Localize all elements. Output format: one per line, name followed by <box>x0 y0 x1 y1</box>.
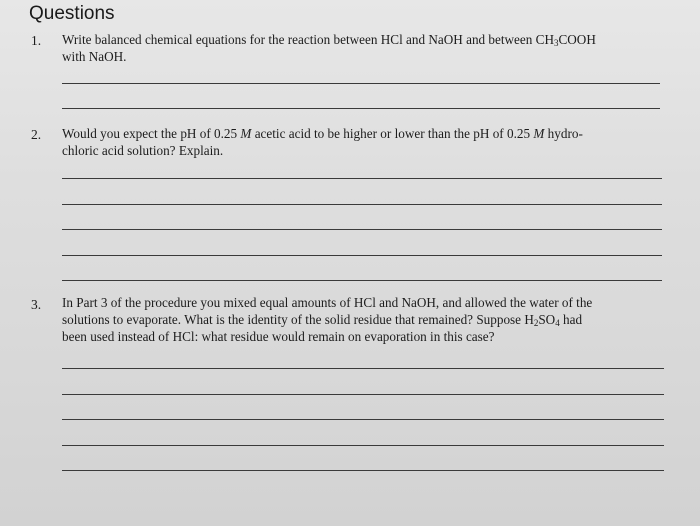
question-3-line-1: In Part 3 of the procedure you mixed equal amounts of HCl and NaOH, and allowed the water of the <box>62 295 593 310</box>
answer-line[interactable] <box>62 229 662 230</box>
question-1-line-1: Write balanced chemical equations for the reaction between HCl and NaOH and between $CH_3COOH$ <box>62 32 596 48</box>
answer-line[interactable] <box>62 255 662 256</box>
question-2-line-1: Would you expect the pH of 0.25 M acetic acid to be higher or lower than the pH of 0.25 M hydro- <box>62 126 583 141</box>
question-2-text <box>62 125 672 159</box>
answer-line[interactable] <box>62 470 664 471</box>
answer-line[interactable] <box>62 204 662 205</box>
page-title: Questions <box>29 3 115 24</box>
answer-line[interactable] <box>62 83 660 84</box>
question-2-number: 2. <box>31 127 42 142</box>
question-1-number: 1. <box>31 33 42 48</box>
answer-line[interactable] <box>62 280 662 281</box>
question-1-text <box>62 31 672 65</box>
question-1-line-2: with NaOH. <box>62 49 127 64</box>
question-3-line-3: been used instead of HCl: what residue would remain on evaporation in this case? <box>62 329 495 344</box>
answer-line[interactable] <box>62 178 662 179</box>
answer-line[interactable] <box>62 368 664 369</box>
answer-line[interactable] <box>62 419 664 420</box>
question-3-text <box>62 294 672 345</box>
question-3-line-2: solutions to evaporate. What is the identity of the solid residue that remained? Suppose $H_2SO_4$ had <box>62 312 583 328</box>
question-2-line-2: chloric acid solution? Explain. <box>62 143 224 158</box>
question-3-number: 3. <box>31 297 42 312</box>
answer-line[interactable] <box>62 108 660 109</box>
answer-line[interactable] <box>62 394 664 395</box>
answer-line[interactable] <box>62 445 664 446</box>
